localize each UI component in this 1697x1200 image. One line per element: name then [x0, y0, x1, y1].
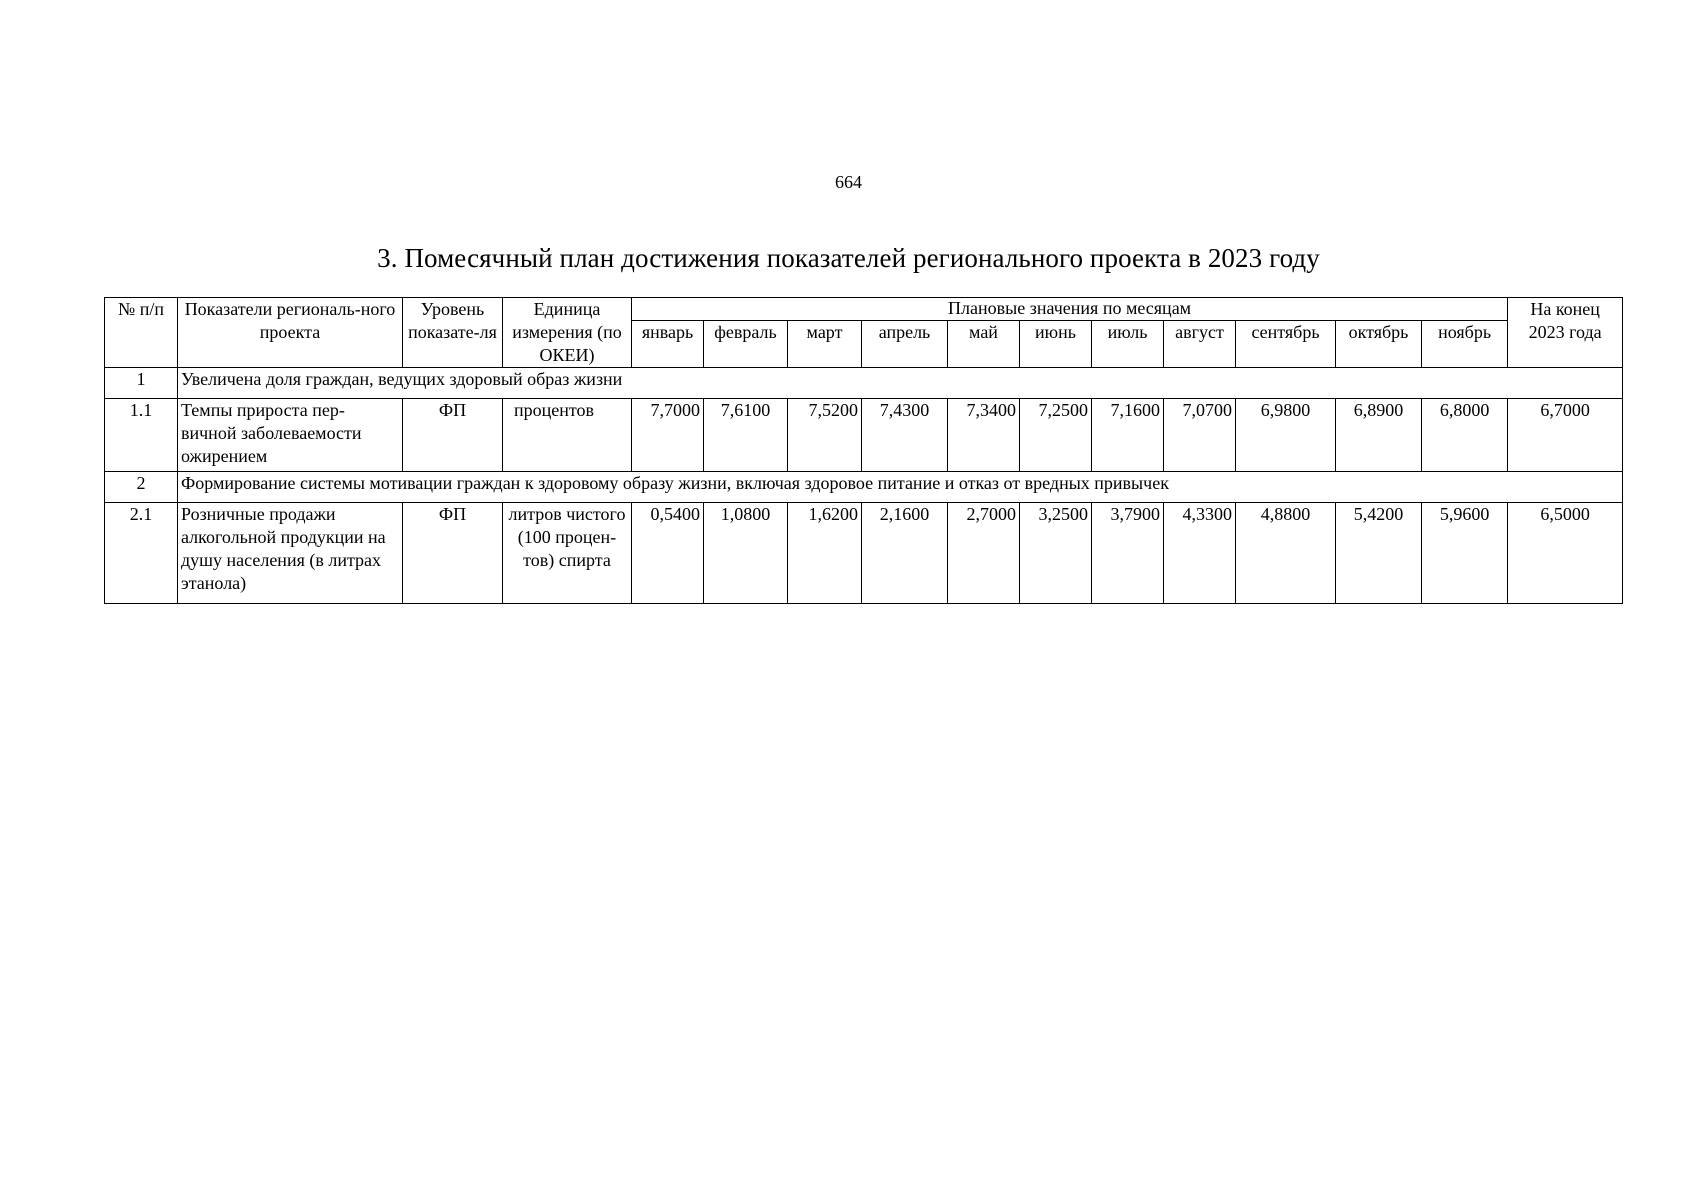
row-num: 1.1 — [105, 399, 178, 472]
row-value: 1,0800 — [704, 503, 788, 604]
row-indicator: Розничные продажи алкогольной продукции на душу населения (в литрах этанола) — [178, 503, 403, 604]
row-value: 7,5200 — [788, 399, 862, 472]
row-indicator: Темпы прироста пер-вичной заболеваемости ожирением — [178, 399, 403, 472]
page-number: 664 — [835, 172, 862, 192]
row-value: 7,2500 — [1020, 399, 1092, 472]
row-value: 5,9600 — [1422, 503, 1508, 604]
header-month: ноябрь — [1422, 321, 1508, 368]
header-month: март — [788, 321, 862, 368]
row-value: 4,3300 — [1164, 503, 1236, 604]
table-row — [105, 399, 1623, 472]
header-month: июнь — [1020, 321, 1092, 368]
row-value: 6,8900 — [1336, 399, 1422, 472]
row-level: ФП — [403, 399, 503, 472]
header-month: июль — [1092, 321, 1164, 368]
row-unit: литров чистого (100 процен-тов) спирта — [503, 503, 632, 604]
header-month: апрель — [862, 321, 948, 368]
row-value: 2,1600 — [862, 503, 948, 604]
header-month: сентябрь — [1236, 321, 1336, 368]
row-value: 3,7900 — [1092, 503, 1164, 604]
row-num: 2.1 — [105, 503, 178, 604]
row-value: 2,7000 — [948, 503, 1020, 604]
section-row — [105, 368, 1623, 399]
header-end-of-year: На конец 2023 года — [1508, 298, 1623, 368]
section-title: Формирование системы мотивации граждан к здоровому образу жизни, включая здоровое питание и отказ от вредных привычек — [178, 472, 1623, 503]
row-unit: процентов — [503, 399, 632, 472]
header-num: № п/п — [105, 298, 178, 368]
header-month: февраль — [704, 321, 788, 368]
row-value: 4,8800 — [1236, 503, 1336, 604]
row-end-value: 6,5000 — [1508, 503, 1623, 604]
header-month: август — [1164, 321, 1236, 368]
row-value: 7,7000 — [632, 399, 704, 472]
header-month: октябрь — [1336, 321, 1422, 368]
header-indicator: Показатели региональ-ного проекта — [178, 298, 403, 368]
row-value: 5,4200 — [1336, 503, 1422, 604]
header-row-top — [105, 298, 1623, 321]
row-value: 7,0700 — [1164, 399, 1236, 472]
section-title: Увеличена доля граждан, ведущих здоровый образ жизни — [178, 368, 1623, 399]
row-value: 1,6200 — [788, 503, 862, 604]
row-level: ФП — [403, 503, 503, 604]
section-num: 2 — [105, 472, 178, 503]
monthly-plan-table — [104, 297, 1623, 604]
table-row — [105, 503, 1623, 604]
row-value: 6,9800 — [1236, 399, 1336, 472]
row-value: 7,1600 — [1092, 399, 1164, 472]
header-level: Уровень показате-ля — [403, 298, 503, 368]
row-value: 7,6100 — [704, 399, 788, 472]
row-value: 7,3400 — [948, 399, 1020, 472]
row-end-value: 6,7000 — [1508, 399, 1623, 472]
document-title: 3. Помесячный план достижения показателей регионального проекта в 2023 году — [377, 243, 1320, 273]
row-value: 7,4300 — [862, 399, 948, 472]
header-unit: Единица измерения (по ОКЕИ) — [503, 298, 632, 368]
row-value: 6,8000 — [1422, 399, 1508, 472]
row-value: 3,2500 — [1020, 503, 1092, 604]
header-planned-values: Плановые значения по месяцам — [632, 298, 1508, 321]
section-row — [105, 472, 1623, 503]
section-num: 1 — [105, 368, 178, 399]
header-month: январь — [632, 321, 704, 368]
row-value: 0,5400 — [632, 503, 704, 604]
header-month: май — [948, 321, 1020, 368]
